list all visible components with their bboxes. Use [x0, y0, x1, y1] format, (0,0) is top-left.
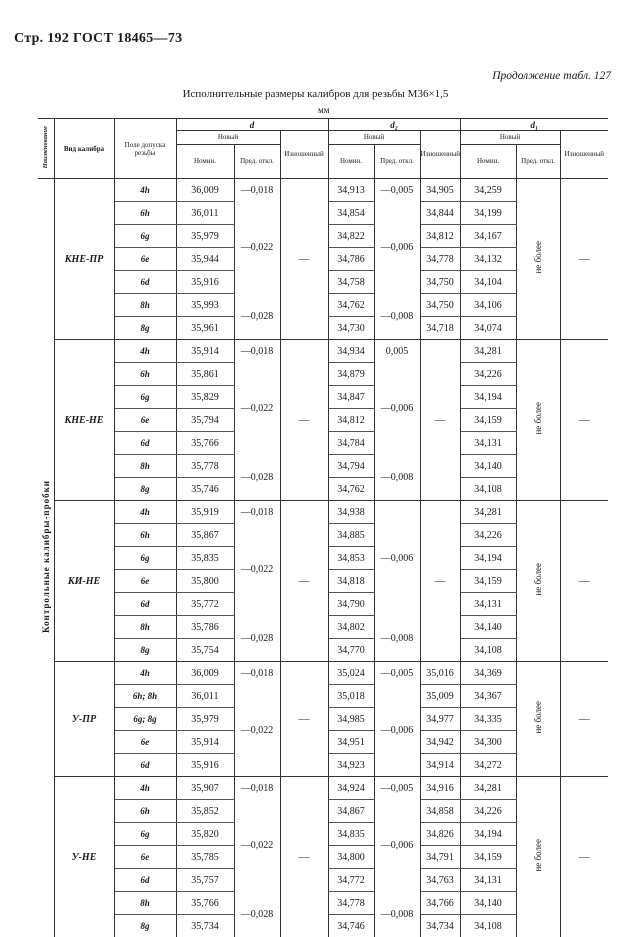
- d1-worn-cell: —: [560, 501, 608, 662]
- d-nom-cell: 35,786: [176, 616, 234, 639]
- header-d2-nom: Номин.: [328, 145, 374, 179]
- d1-nom-cell: 34,132: [460, 248, 516, 271]
- d-nom-cell: 35,914: [176, 731, 234, 754]
- tolerance-cell: 8g: [114, 478, 176, 501]
- d-worn-cell: —: [280, 501, 328, 662]
- tolerance-cell: 6d: [114, 271, 176, 294]
- calibre-name: У-НЕ: [54, 777, 114, 937]
- d2-nom-cell: 34,772: [328, 869, 374, 892]
- d-nom-cell: 35,861: [176, 363, 234, 386]
- d-dev-cell: —0,018: [234, 662, 280, 685]
- units-label: мм: [318, 105, 329, 115]
- d1-worn-cell: —: [560, 179, 608, 340]
- header-d2-worn: Изношенный: [420, 131, 460, 179]
- d2-worn-cell: 34,916: [420, 777, 460, 800]
- d2-nom-cell: 34,853: [328, 547, 374, 570]
- d2-nom-cell: 34,938: [328, 501, 374, 524]
- d-nom-cell: 35,800: [176, 570, 234, 593]
- d1-nom-cell: 34,335: [460, 708, 516, 731]
- d1-nom-cell: 34,159: [460, 846, 516, 869]
- tolerance-cell: 6e: [114, 570, 176, 593]
- d1-nom-cell: 34,194: [460, 823, 516, 846]
- d2-nom-cell: 34,854: [328, 202, 374, 225]
- tolerance-cell: 4h: [114, 179, 176, 202]
- tolerance-cell: 6h: [114, 363, 176, 386]
- d-dev-cell: —0,028: [234, 455, 280, 501]
- control-calibre-label: Контрольные калибры-пробки: [41, 480, 51, 633]
- d-nom-cell: 35,829: [176, 386, 234, 409]
- d1-nom-cell: 34,167: [460, 225, 516, 248]
- d-nom-cell: 35,961: [176, 317, 234, 340]
- d2-nom-cell: 34,818: [328, 570, 374, 593]
- d1-worn-cell: —: [560, 662, 608, 777]
- tolerance-cell: 6h: [114, 202, 176, 225]
- table-row: [38, 179, 608, 202]
- tolerance-cell: 4h: [114, 777, 176, 800]
- d-nom-cell: 35,754: [176, 639, 234, 662]
- d1-dev-cell: [516, 501, 560, 662]
- d1-nom-cell: 34,226: [460, 363, 516, 386]
- d2-worn-cell: —: [420, 501, 460, 662]
- d-worn-cell: —: [280, 777, 328, 937]
- d2-nom-cell: 34,847: [328, 386, 374, 409]
- d-worn-cell: —: [280, 340, 328, 501]
- d-dev-cell: —0,022: [234, 524, 280, 616]
- d1-nom-cell: 34,194: [460, 386, 516, 409]
- d2-nom-cell: 34,762: [328, 478, 374, 501]
- d-nom-cell: 35,907: [176, 777, 234, 800]
- d2-nom-cell: 34,746: [328, 915, 374, 937]
- limit-label: не более: [533, 402, 543, 435]
- d1-nom-cell: 34,369: [460, 662, 516, 685]
- d2-nom-cell: 34,790: [328, 593, 374, 616]
- d1-nom-cell: 34,281: [460, 501, 516, 524]
- calibre-name: КИ-НЕ: [54, 501, 114, 662]
- d-dev-cell: —0,028: [234, 892, 280, 937]
- d2-worn-cell: 34,905: [420, 179, 460, 202]
- d2-worn-cell: 34,812: [420, 225, 460, 248]
- d-nom-cell: 35,746: [176, 478, 234, 501]
- tolerance-cell: 6h: [114, 800, 176, 823]
- d2-nom-cell: 34,985: [328, 708, 374, 731]
- d-nom-cell: 35,916: [176, 754, 234, 777]
- d1-dev-cell: [516, 179, 560, 340]
- d2-nom-cell: 34,786: [328, 248, 374, 271]
- d2-nom-cell: 34,758: [328, 271, 374, 294]
- d2-worn-cell: 34,718: [420, 317, 460, 340]
- d-dev-cell: —0,018: [234, 777, 280, 800]
- d1-nom-cell: 34,131: [460, 593, 516, 616]
- d-dev-cell: —0,018: [234, 501, 280, 524]
- d-nom-cell: 35,794: [176, 409, 234, 432]
- d2-worn-cell: 35,016: [420, 662, 460, 685]
- d2-dev-cell: —0,008: [374, 616, 420, 662]
- d1-nom-cell: 34,226: [460, 524, 516, 547]
- d2-dev-cell: —0,005: [374, 777, 420, 800]
- d2-dev-cell: —0,006: [374, 685, 420, 777]
- tolerance-cell: 8g: [114, 915, 176, 937]
- d1-nom-cell: 34,140: [460, 892, 516, 915]
- continuation-label: Продолжение табл. 127: [492, 70, 611, 82]
- d2-nom-cell: 34,822: [328, 225, 374, 248]
- d1-nom-cell: 34,281: [460, 777, 516, 800]
- d-dev-cell: —0,018: [234, 179, 280, 202]
- d2-dev-cell: —0,005: [374, 662, 420, 685]
- d2-dev-cell: —0,008: [374, 892, 420, 937]
- d1-nom-cell: 34,108: [460, 639, 516, 662]
- d2-worn-cell: 34,844: [420, 202, 460, 225]
- d1-nom-cell: 34,104: [460, 271, 516, 294]
- d2-nom-cell: 34,951: [328, 731, 374, 754]
- d-dev-cell: —0,022: [234, 363, 280, 455]
- table-row: [38, 501, 608, 524]
- d1-dev-cell: [516, 340, 560, 501]
- tolerance-cell: 6g; 8g: [114, 708, 176, 731]
- header-tolerance-label: Поле допуска резьбы: [114, 119, 176, 179]
- d-nom-cell: 35,852: [176, 800, 234, 823]
- d1-dev-cell: [516, 777, 560, 937]
- d2-nom-cell: 34,885: [328, 524, 374, 547]
- d2-nom-cell: 34,794: [328, 455, 374, 478]
- d2-nom-cell: 34,802: [328, 616, 374, 639]
- table-row: [38, 662, 608, 685]
- limit-label: не более: [533, 563, 543, 596]
- limit-label: не более: [533, 701, 543, 734]
- tolerance-cell: 6e: [114, 409, 176, 432]
- tolerance-cell: 8g: [114, 639, 176, 662]
- d-worn-cell: —: [280, 179, 328, 340]
- d2-worn-cell: 34,734: [420, 915, 460, 937]
- d2-dev-cell: —0,006: [374, 363, 420, 455]
- d2-nom-cell: 35,018: [328, 685, 374, 708]
- d-nom-cell: 35,979: [176, 708, 234, 731]
- d2-worn-cell: 34,858: [420, 800, 460, 823]
- tolerance-cell: 8h: [114, 294, 176, 317]
- tolerance-cell: 6d: [114, 432, 176, 455]
- limit-label: не более: [533, 839, 543, 872]
- d-nom-cell: 36,011: [176, 202, 234, 225]
- d2-worn-cell: 34,750: [420, 294, 460, 317]
- d1-nom-cell: 34,159: [460, 570, 516, 593]
- d2-nom-cell: 34,762: [328, 294, 374, 317]
- d2-nom-cell: 35,024: [328, 662, 374, 685]
- tolerance-cell: 4h: [114, 340, 176, 363]
- header-d-new: Новый: [176, 131, 280, 145]
- d1-nom-cell: 34,281: [460, 340, 516, 363]
- d1-nom-cell: 34,131: [460, 869, 516, 892]
- d2-worn-cell: 34,914: [420, 754, 460, 777]
- d2-nom-cell: 34,778: [328, 892, 374, 915]
- d2-dev-cell: —0,008: [374, 455, 420, 501]
- d2-nom-cell: 34,913: [328, 179, 374, 202]
- d-dev-cell: —0,028: [234, 616, 280, 662]
- tolerance-cell: 6e: [114, 731, 176, 754]
- d1-worn-cell: —: [560, 340, 608, 501]
- table-title: Исполнительные размеры калибров для резьбы М36×1,5: [0, 88, 631, 100]
- d1-nom-cell: 34,140: [460, 455, 516, 478]
- d1-nom-cell: 34,199: [460, 202, 516, 225]
- d-nom-cell: 35,979: [176, 225, 234, 248]
- d2-dev-cell: —0,006: [374, 202, 420, 294]
- d-nom-cell: 35,734: [176, 915, 234, 937]
- d1-nom-cell: 34,140: [460, 616, 516, 639]
- d2-nom-cell: 34,784: [328, 432, 374, 455]
- d2-dev-cell: 0,005: [374, 340, 420, 363]
- d-dev-cell: —0,028: [234, 294, 280, 340]
- d2-worn-cell: 35,009: [420, 685, 460, 708]
- d-dev-cell: —0,022: [234, 685, 280, 777]
- d-nom-cell: 36,011: [176, 685, 234, 708]
- header-d1: d₁: [460, 119, 608, 131]
- d2-dev-cell: —0,005: [374, 179, 420, 202]
- table-row: [38, 340, 608, 363]
- d2-nom-cell: 34,934: [328, 340, 374, 363]
- d1-nom-cell: 34,259: [460, 179, 516, 202]
- header-d2-new: Новый: [328, 131, 420, 145]
- d2-dev-cell: —0,006: [374, 501, 420, 616]
- d2-worn-cell: 34,766: [420, 892, 460, 915]
- d1-nom-cell: 34,074: [460, 317, 516, 340]
- header-d2: d₂: [328, 119, 460, 131]
- tolerance-cell: 6d: [114, 593, 176, 616]
- d1-nom-cell: 34,108: [460, 478, 516, 501]
- header-name-cell: [38, 119, 54, 179]
- d2-dev-cell: —0,006: [374, 800, 420, 892]
- tolerance-cell: 6g: [114, 386, 176, 409]
- d-nom-cell: 36,009: [176, 662, 234, 685]
- d-nom-cell: 35,916: [176, 271, 234, 294]
- d1-nom-cell: 34,226: [460, 800, 516, 823]
- tolerance-cell: 8g: [114, 317, 176, 340]
- d2-worn-cell: 34,977: [420, 708, 460, 731]
- limit-label: не более: [533, 241, 543, 274]
- tolerance-cell: 6d: [114, 754, 176, 777]
- d2-nom-cell: 34,879: [328, 363, 374, 386]
- d2-nom-cell: 34,730: [328, 317, 374, 340]
- tolerance-cell: 8h: [114, 892, 176, 915]
- header-d1-new: Новый: [460, 131, 560, 145]
- d1-nom-cell: 34,131: [460, 432, 516, 455]
- d1-nom-cell: 34,194: [460, 547, 516, 570]
- d1-nom-cell: 34,272: [460, 754, 516, 777]
- d-nom-cell: 35,993: [176, 294, 234, 317]
- d-nom-cell: 35,785: [176, 846, 234, 869]
- d-nom-cell: 35,820: [176, 823, 234, 846]
- d-dev-cell: —0,018: [234, 340, 280, 363]
- header-type-label: Вид калибра: [54, 119, 114, 179]
- d-nom-cell: 35,778: [176, 455, 234, 478]
- d1-worn-cell: —: [560, 777, 608, 937]
- d2-nom-cell: 34,835: [328, 823, 374, 846]
- d1-dev-cell: [516, 662, 560, 777]
- d2-nom-cell: 34,923: [328, 754, 374, 777]
- d-nom-cell: 35,867: [176, 524, 234, 547]
- table-row: [38, 777, 608, 800]
- header-d2-dev: Пред. откл.: [374, 145, 420, 179]
- d-nom-cell: 35,919: [176, 501, 234, 524]
- d-nom-cell: 35,766: [176, 432, 234, 455]
- d2-worn-cell: 34,763: [420, 869, 460, 892]
- header-d-worn: Изношенный: [280, 131, 328, 179]
- calibre-table: [38, 118, 608, 937]
- d2-nom-cell: 34,812: [328, 409, 374, 432]
- header-d1-nom: Номин.: [460, 145, 516, 179]
- calibre-name: У-ПР: [54, 662, 114, 777]
- tolerance-cell: 4h: [114, 662, 176, 685]
- d-nom-cell: 35,772: [176, 593, 234, 616]
- d1-nom-cell: 34,300: [460, 731, 516, 754]
- d-nom-cell: 36,009: [176, 179, 234, 202]
- tolerance-cell: 6e: [114, 248, 176, 271]
- calibre-name: КНЕ-НЕ: [54, 340, 114, 501]
- calibre-name: КНЕ-ПР: [54, 179, 114, 340]
- header-d-nom: Номин.: [176, 145, 234, 179]
- d2-worn-cell: 34,778: [420, 248, 460, 271]
- d1-nom-cell: 34,159: [460, 409, 516, 432]
- d-dev-cell: —0,022: [234, 800, 280, 892]
- header-d1-dev: Пред. откл.: [516, 145, 560, 179]
- d2-nom-cell: 34,800: [328, 846, 374, 869]
- tolerance-cell: 6g: [114, 547, 176, 570]
- tolerance-cell: 6g: [114, 823, 176, 846]
- d-nom-cell: 35,835: [176, 547, 234, 570]
- d2-worn-cell: 34,750: [420, 271, 460, 294]
- header-d1-worn: Изношенный: [560, 131, 608, 179]
- header-name-label: Наименование: [42, 126, 49, 168]
- d2-nom-cell: 34,770: [328, 639, 374, 662]
- d-nom-cell: 35,766: [176, 892, 234, 915]
- d-nom-cell: 35,914: [176, 340, 234, 363]
- control-calibre-cell: [38, 179, 54, 937]
- page-header: Стр. 192 ГОСТ 18465—73: [14, 31, 182, 47]
- header-d: d: [176, 119, 328, 131]
- d2-dev-cell: —0,008: [374, 294, 420, 340]
- d1-nom-cell: 34,367: [460, 685, 516, 708]
- d2-worn-cell: —: [420, 340, 460, 501]
- tolerance-cell: 6h; 8h: [114, 685, 176, 708]
- tolerance-cell: 4h: [114, 501, 176, 524]
- tolerance-cell: 6e: [114, 846, 176, 869]
- d-nom-cell: 35,757: [176, 869, 234, 892]
- header-d-dev: Пред. откл.: [234, 145, 280, 179]
- d-worn-cell: —: [280, 662, 328, 777]
- d2-worn-cell: 34,942: [420, 731, 460, 754]
- tolerance-cell: 6d: [114, 869, 176, 892]
- tolerance-cell: 6h: [114, 524, 176, 547]
- tolerance-cell: 8h: [114, 455, 176, 478]
- d2-nom-cell: 34,867: [328, 800, 374, 823]
- tolerance-cell: 6g: [114, 225, 176, 248]
- d1-nom-cell: 34,108: [460, 915, 516, 937]
- tolerance-cell: 8h: [114, 616, 176, 639]
- d-dev-cell: —0,022: [234, 202, 280, 294]
- d-nom-cell: 35,944: [176, 248, 234, 271]
- d2-worn-cell: 34,791: [420, 846, 460, 869]
- d2-nom-cell: 34,924: [328, 777, 374, 800]
- d2-worn-cell: 34,826: [420, 823, 460, 846]
- d1-nom-cell: 34,106: [460, 294, 516, 317]
